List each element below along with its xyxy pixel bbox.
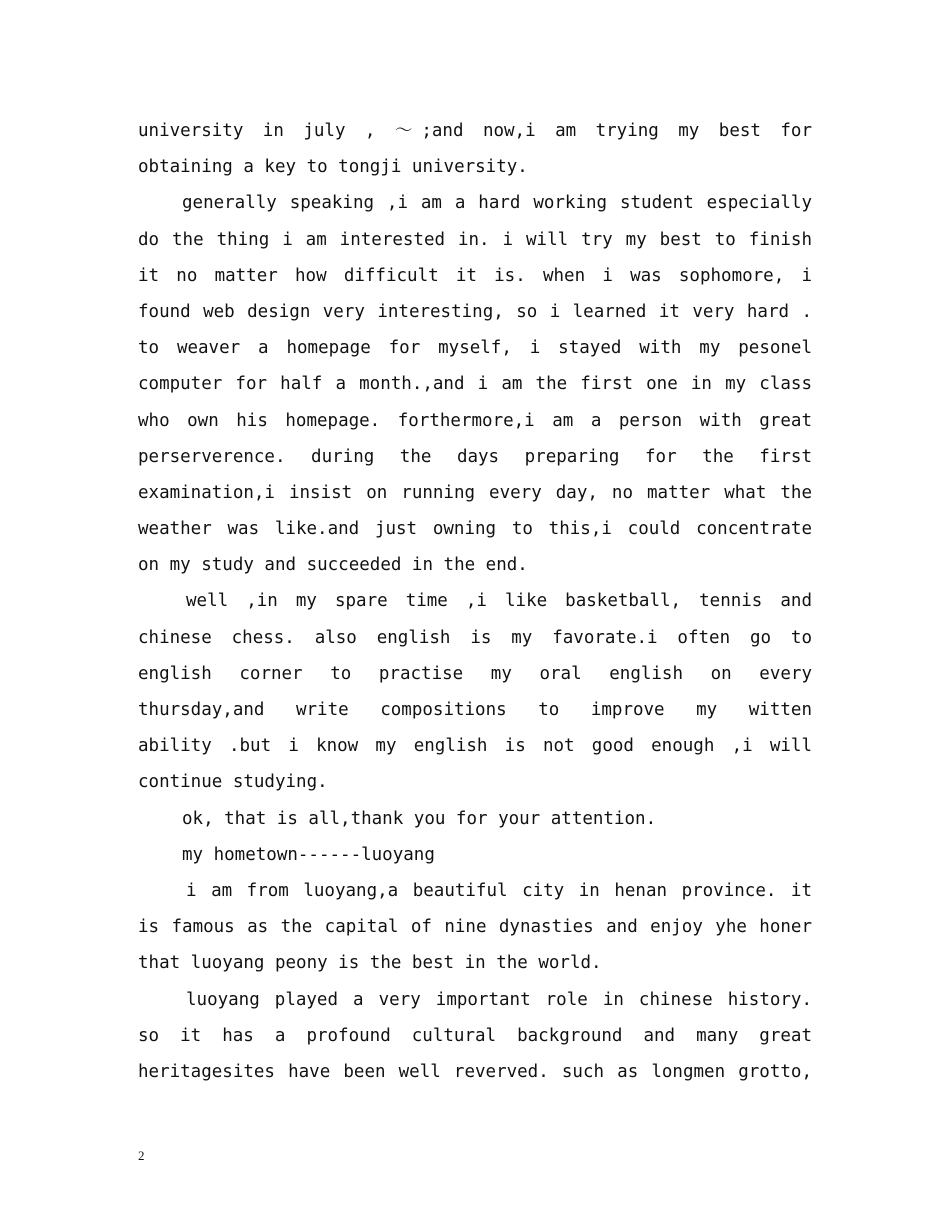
text-line: is famous as the capital of nine dynasties and enjoy yhe honer	[138, 917, 812, 938]
text-line: perserverence. during the days preparing for the first	[138, 446, 812, 467]
text-line: that luoyang peony is the best in the world.	[138, 953, 602, 974]
text-line: english corner to practise my oral english on every	[138, 663, 812, 684]
text-line: i am from luoyang,a beautiful city in henan province. it	[186, 880, 812, 901]
text-line: weather was like.and just owning to this,i could concentrate	[138, 519, 812, 540]
text-line: obtaining a key to tongji university.	[138, 157, 528, 178]
text-line: so it has a profound cultural background and many great	[138, 1025, 812, 1046]
text-line: computer for half a month.,and i am the first one in my class	[138, 374, 812, 395]
text-line: thursday,and write compositions to improve my witten	[138, 700, 812, 720]
text-line: ok, that is all,thank you for your attention.	[182, 808, 657, 829]
text-line: found web design very interesting, so i learned it very hard .	[138, 301, 812, 322]
section-heading: my hometown------luoyang	[182, 844, 435, 865]
text-line: luoyang played a very important role in chinese history.	[186, 989, 812, 1010]
text-line: do the thing i am interested in. i will try my best to finish	[138, 229, 812, 250]
text-line: ability .but i know my english is not good enough ,i will	[138, 736, 812, 757]
text-line: well ,in my spare time ,i like basketball, tennis and	[186, 591, 812, 612]
text-line: it no matter how difficult it is. when i was sophomore, i	[138, 265, 812, 286]
text-line: university in july , ～;and now,i am trying my best for	[138, 121, 812, 141]
text-line: on my study and succeeded in the end.	[138, 555, 528, 576]
text-line: heritagesites have been well reverved. such as longmen grotto,	[138, 1061, 812, 1082]
text-line: continue studying.	[138, 772, 328, 793]
text-line: to weaver a homepage for myself, i stayed with my pesonel	[138, 338, 812, 359]
text-line: chinese chess. also english is my favorate.i often go to	[138, 627, 812, 648]
text-line: examination,i insist on running every day, no matter what the	[138, 482, 812, 503]
text-line: who own his homepage. forthermore,i am a person with great	[138, 410, 812, 431]
page-number: 2	[138, 1148, 145, 1163]
text-line: generally speaking ,i am a hard working student especially	[182, 193, 812, 214]
document-body	[138, 113, 812, 1090]
